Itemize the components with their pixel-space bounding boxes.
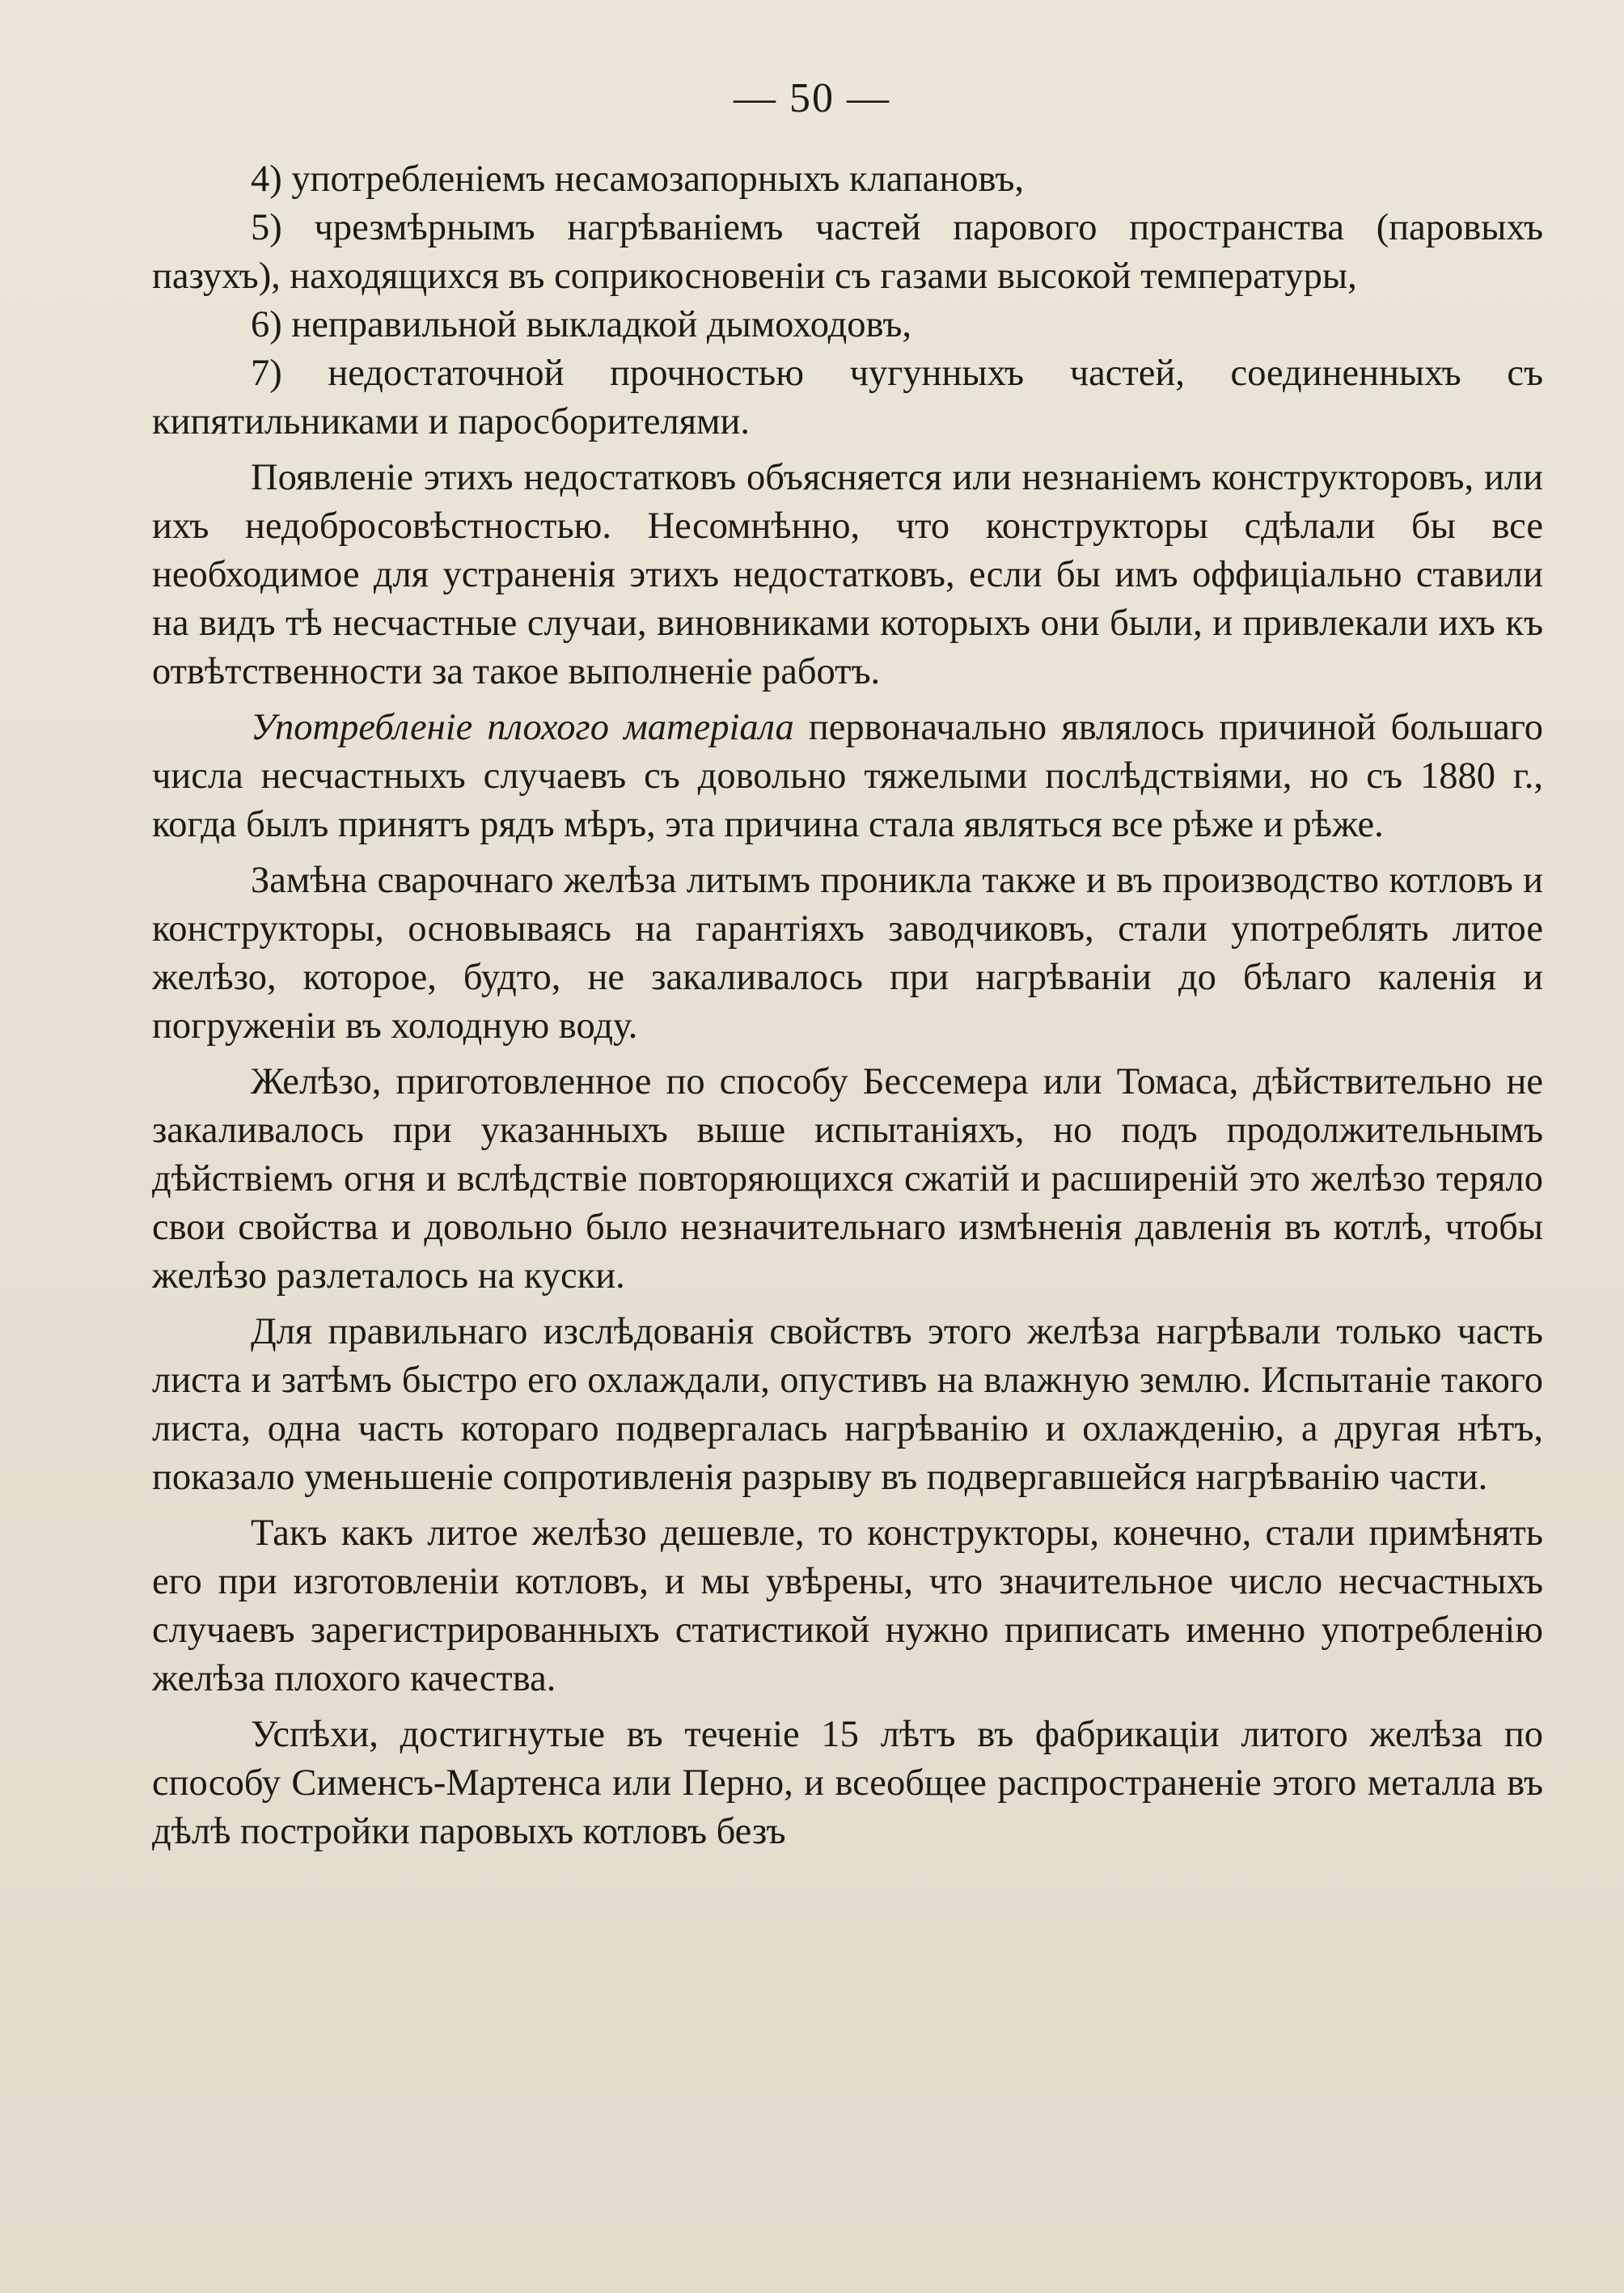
paragraph-cheaper-iron: Такъ какъ литое желѣзо дешевле, то конструкторы, конечно, стали примѣнять его при изготовленіи котловъ, и мы увѣрены, что значительное число несчастныхъ случаевъ зарегистрированныхъ статистикой нужно приписать именно употребленію желѣза плохого качества. [152, 1512, 1543, 1699]
list-item-5: 5) чрезмѣрнымъ нагрѣваніемъ частей парового пространства (паровыхъ пазухъ), находящихся въ соприкосновеніи съ газами высокой температуры, [152, 207, 1543, 297]
body-text [152, 155, 1543, 1856]
paragraph-bessemer-thomas: Желѣзо, приготовленное по способу Бессемера или Томаса, дѣйствительно не закаливалось при указанныхъ выше испытаніяхъ, но подъ продолжительнымъ дѣйствіемъ огня и вслѣдствіе повторяющихся сжатій и расширеній это желѣзо теряло свои свойства и довольно было незначительнаго измѣненія давленія въ котлѣ, чтобы желѣзо разлеталось на куски. [152, 1061, 1543, 1297]
paragraph-cast-iron-replacement: Замѣна сварочнаго желѣза литымъ проникла также и въ производство котловъ и конструкторы, основываясь на гарантіяхъ заводчиковъ, стали употреблять литое желѣзо, которое, будто, не закаливалось при нагрѣваніи до бѣлаго каленія и погруженіи въ холодную воду. [152, 860, 1543, 1047]
paragraph-successes: Успѣхи, достигнутые въ теченіе 15 лѣтъ въ фабрикаціи литого желѣза по способу Сименсъ-Мартенса или Перно, и всеобщее распространеніе этого металла въ дѣлѣ постройки паровыхъ котловъ безъ [152, 1714, 1543, 1852]
paragraph-testing: Для правильнаго изслѣдованія свойствъ этого желѣза нагрѣвали только часть листа и затѣмъ быстро его охлаждали, опустивъ на влажную землю. Испытаніе такого листа, одна часть котораго подвергалась нагрѣванію и охлажденію, а другая нѣтъ, показало уменьшеніе сопротивленія разрыву въ подвергавшейся нагрѣванію части. [152, 1311, 1543, 1498]
emphasis-bad-material: Употребленіе плохого матеріала [251, 707, 794, 748]
paragraph-bad-material [152, 704, 1543, 849]
paragraph-bad-material-text: первоначально являлось причиной большаго числа несчастныхъ случаевъ съ довольно тяжелыми послѣдствіями, но съ 1880 г., когда былъ принятъ рядъ мѣръ, эта причина стала являться все рѣже и рѣже. [152, 707, 1543, 845]
list-item-6: 6) неправильной выкладкой дымоходовъ, [251, 304, 912, 345]
page-number: — 50 — [734, 75, 890, 121]
list-item-4: 4) употребленіемъ несамозапорныхъ клапановъ, [251, 159, 1024, 200]
list-item-7: 7) недостаточной прочностью чугунныхъ частей, соединенныхъ съ кипятильниками и паросборителями. [152, 353, 1543, 442]
paragraph-defects-cause: Появленіе этихъ недостатковъ объясняется или незнаніемъ конструкторовъ, или ихъ недобросовѣстностью. Несомнѣнно, что конструкторы сдѣлали бы все необходимое для устраненія этихъ недостатковъ, если бы имъ оффиціально ставили на видъ тѣ несчастные случаи, виновниками которыхъ они были, и привлекали ихъ къ отвѣтственности за такое выполненіе работъ. [152, 457, 1543, 692]
